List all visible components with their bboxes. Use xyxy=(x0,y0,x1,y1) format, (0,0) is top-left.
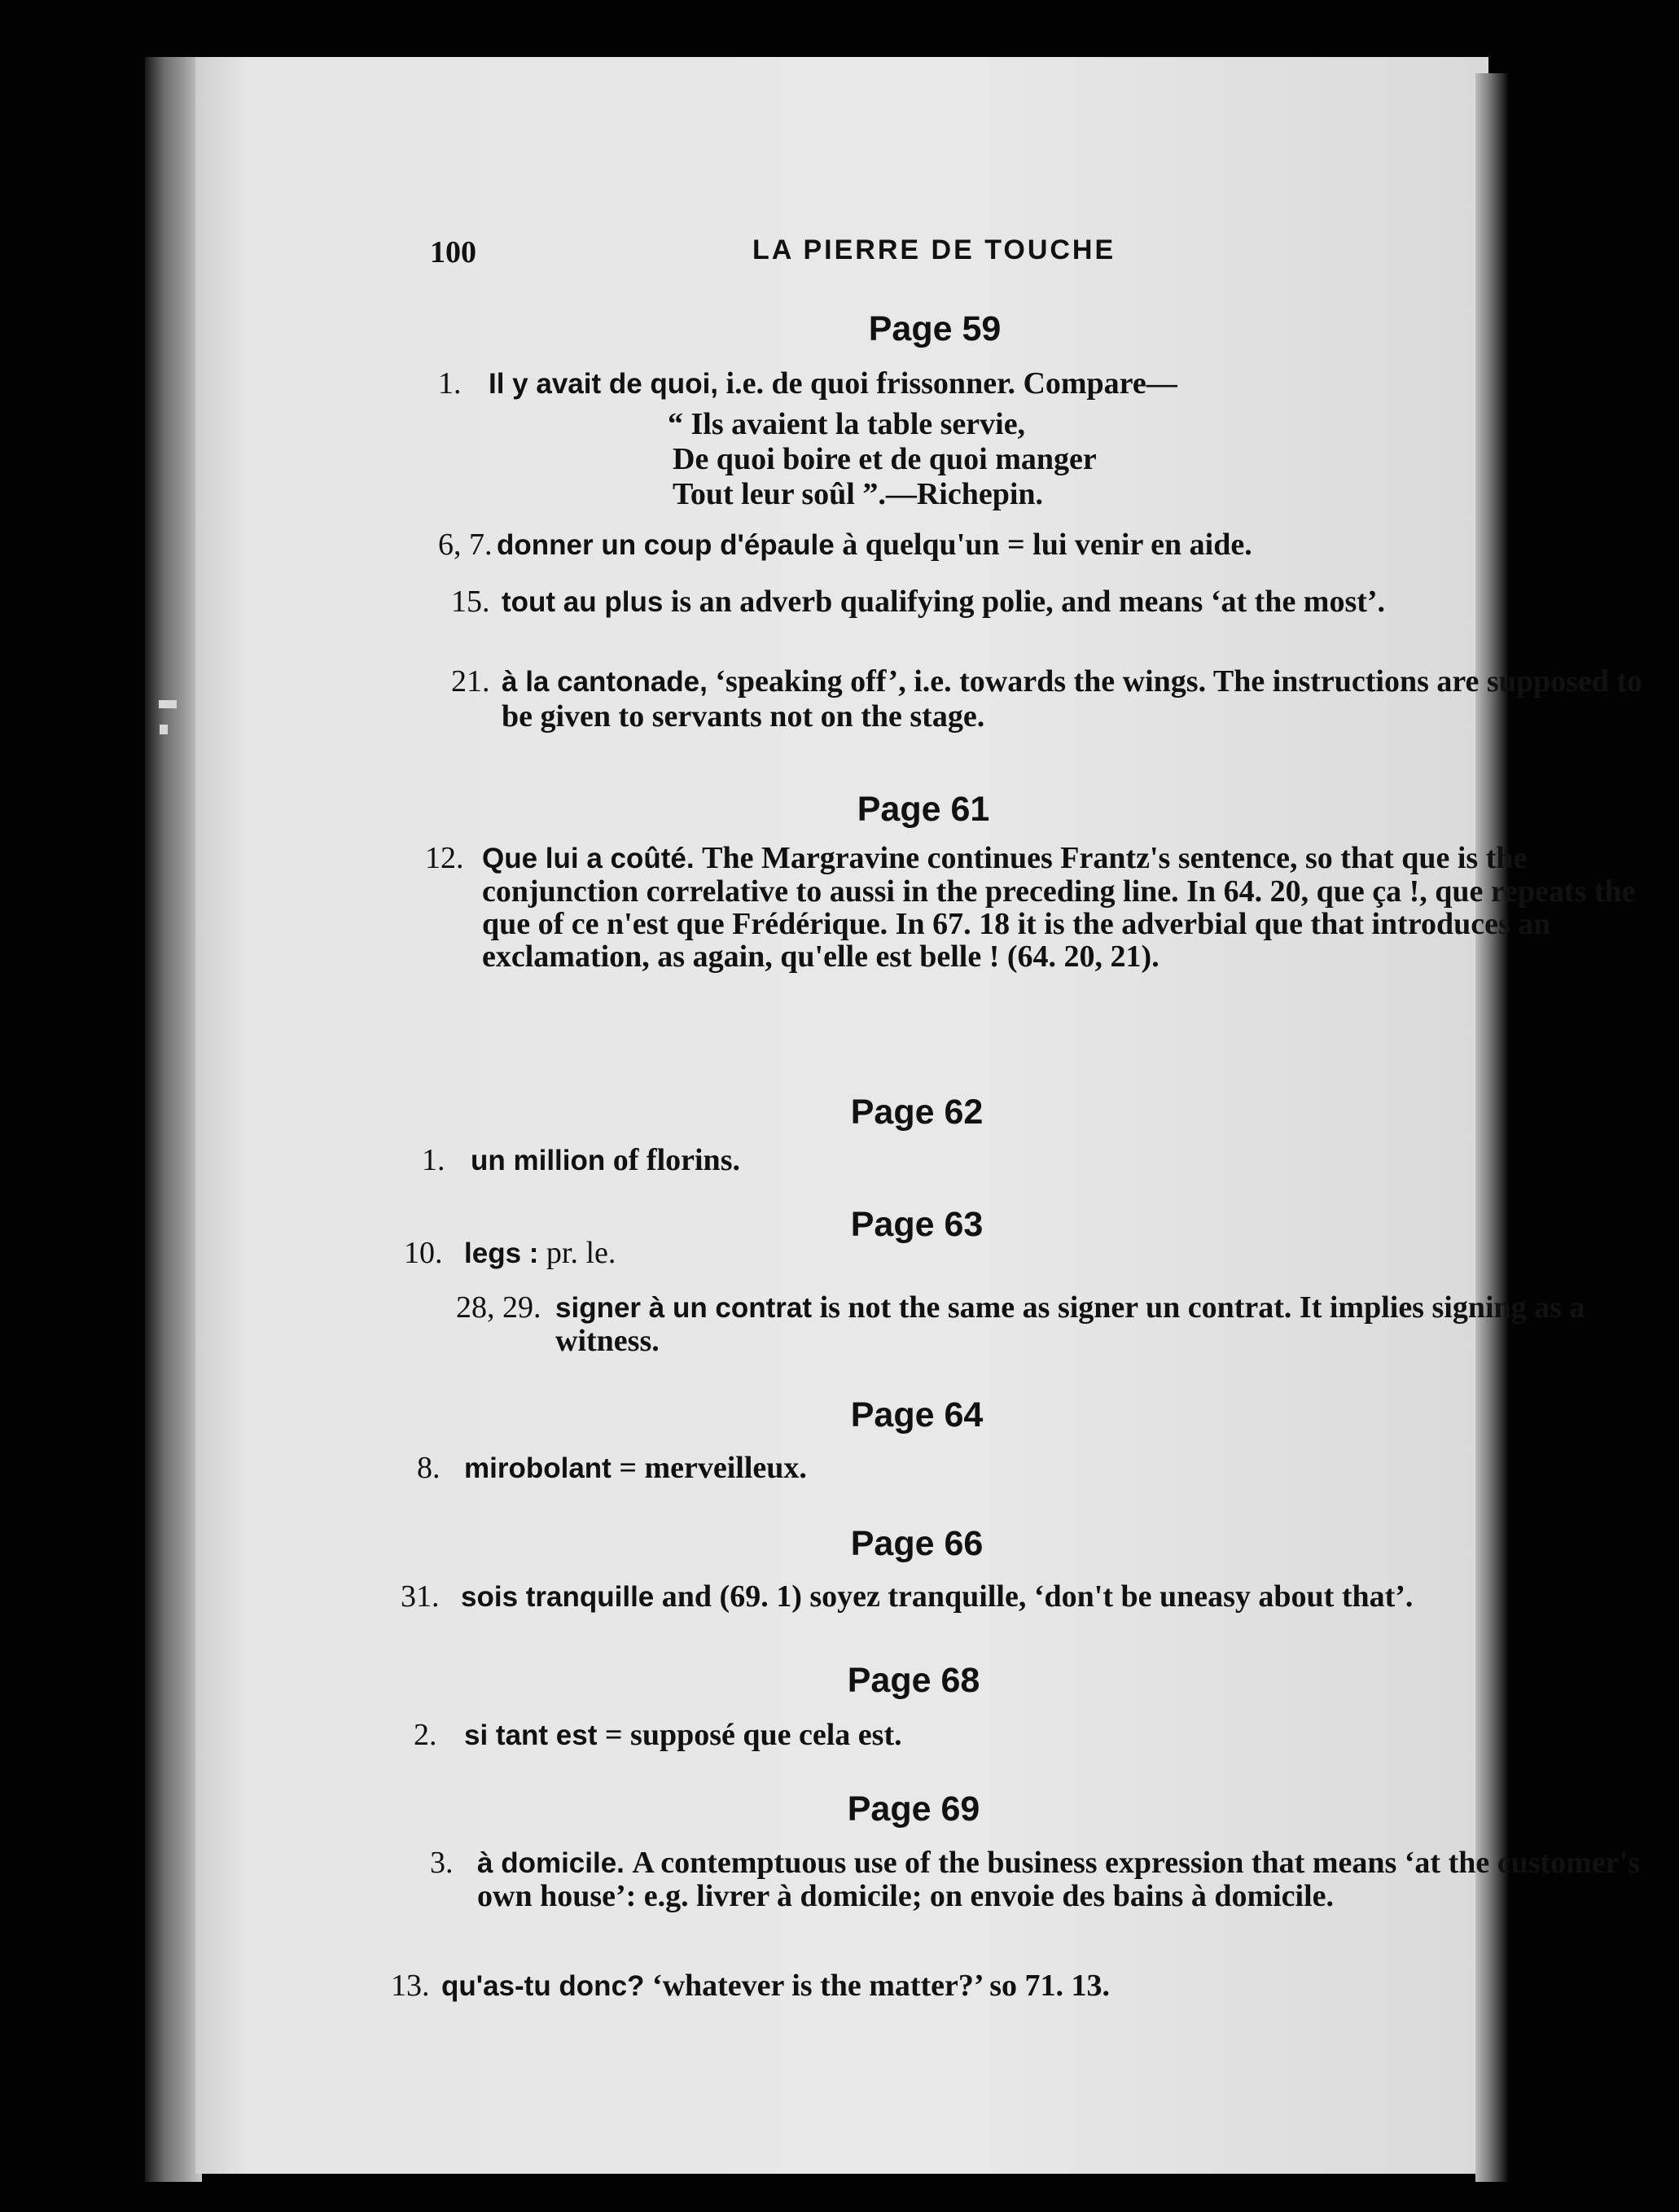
note-entry xyxy=(417,1451,1604,1486)
note-lemma: si tant est xyxy=(464,1719,598,1751)
note-line-number: 2. xyxy=(414,1718,437,1752)
running-head xyxy=(244,234,1466,283)
note-text: à quelqu'un = lui venir en aide. xyxy=(842,528,1252,562)
note-entry xyxy=(425,841,1655,974)
note-text: i.e. de quoi frissonner. Compare— xyxy=(726,366,1177,401)
note-text: ‘whatever is the matter?’ so 71. 13. xyxy=(651,1969,1111,2003)
note-lemma: tout au plus xyxy=(502,586,664,618)
note-text: ‘speaking off’, i.e. towards the wings. The instructions are supposed to be given to servants not on the stage. xyxy=(502,664,1643,734)
note-line-number: 13. xyxy=(391,1969,430,2003)
section-heading: Page 59 xyxy=(868,309,1002,348)
note-lemma: Il y avait de quoi, xyxy=(489,368,719,400)
note-lemma: à domicile. xyxy=(477,1847,625,1879)
section-heading: Page 66 xyxy=(850,1524,984,1563)
section-heading: Page 69 xyxy=(847,1789,980,1829)
note-entry xyxy=(401,1579,1674,1614)
note-line-number: 1. xyxy=(422,1143,445,1177)
note-entry xyxy=(404,1236,1604,1271)
note-line-number: 1. xyxy=(438,366,462,401)
note-text: = supposé que cela est. xyxy=(604,1718,902,1752)
note-line-number: 28, 29. xyxy=(456,1290,541,1325)
note-lemma: sois tranquille xyxy=(461,1581,655,1613)
section-heading: Page 68 xyxy=(847,1661,980,1700)
note-text: A contemptuous use of the business expression that means ‘at the customer's own house’: e.g. livrer à domicile; on envoie des bains à domicile. xyxy=(477,1846,1640,1913)
verse-quotation xyxy=(668,407,1097,512)
note-line-number: 6, 7. xyxy=(438,528,493,562)
note-line-number: 3. xyxy=(430,1846,454,1880)
quote-line: “ Ils avaient la table servie, xyxy=(668,407,1026,441)
note-lemma: legs : xyxy=(464,1237,539,1269)
note-line-number: 10. xyxy=(404,1236,443,1270)
note-line-number: 8. xyxy=(417,1451,441,1485)
note-text: = merveilleux. xyxy=(619,1451,807,1485)
book-binding xyxy=(145,57,202,2182)
note-lemma: Que lui a coûté. xyxy=(482,843,695,874)
note-lemma: signer à un contrat xyxy=(555,1292,813,1324)
note-line-number: 21. xyxy=(451,664,490,699)
note-text: is an adverb qualifying polie, and means ‘at the most’. xyxy=(670,585,1386,619)
scan-speck xyxy=(159,700,177,708)
note-text: is not the same as signer un contrat. It implies signing as a witness. xyxy=(555,1290,1585,1358)
note-entry xyxy=(451,585,1666,620)
note-text: and (69. 1) soyez tranquille, ‘don't be uneasy about that’. xyxy=(661,1579,1414,1614)
note-text: of florins. xyxy=(612,1143,740,1177)
note-line-number: 15. xyxy=(451,585,490,619)
note-entry xyxy=(456,1290,1679,1358)
note-entry xyxy=(451,664,1668,734)
quote-line: Tout leur soûl ”.—Richepin. xyxy=(673,477,1044,511)
section-heading: Page 63 xyxy=(850,1205,984,1244)
note-entry xyxy=(391,1969,1630,2004)
note-entry xyxy=(438,528,1669,563)
section-heading: Page 61 xyxy=(857,790,990,829)
note-text: The Margravine continues Frantz's sentence, so that que is the conjunction correlative to aussi in the preceding line. In 64. 20, que ça !, que repeats the que of ce n'est que Frédérique. In 67. 18 it is the adverbial que that introduces an exclamation, as again, qu'elle est belle ! (64. 20, 21). xyxy=(482,841,1636,974)
note-text: pr. le. xyxy=(546,1236,616,1270)
note-lemma: mirobolant xyxy=(464,1452,612,1484)
note-entry xyxy=(422,1143,1611,1178)
quote-line: De quoi boire et de quoi manger xyxy=(673,442,1097,476)
note-lemma: à la cantonade, xyxy=(502,666,708,698)
running-title: LA PIERRE DE TOUCHE xyxy=(752,234,1116,265)
note-line-number: 31. xyxy=(401,1579,440,1614)
scan-speck xyxy=(160,725,168,734)
section-heading: Page 62 xyxy=(850,1093,984,1132)
section-heading: Page 64 xyxy=(850,1395,984,1435)
note-entry xyxy=(430,1846,1666,1913)
note-entry xyxy=(438,366,1653,401)
note-lemma: un million xyxy=(471,1145,606,1176)
page-number: 100 xyxy=(430,235,476,269)
note-lemma: qu'as-tu donc? xyxy=(441,1970,645,2002)
note-lemma: donner un coup d'épaule xyxy=(497,529,835,561)
note-line-number: 12. xyxy=(425,841,464,875)
note-entry xyxy=(414,1718,1604,1753)
